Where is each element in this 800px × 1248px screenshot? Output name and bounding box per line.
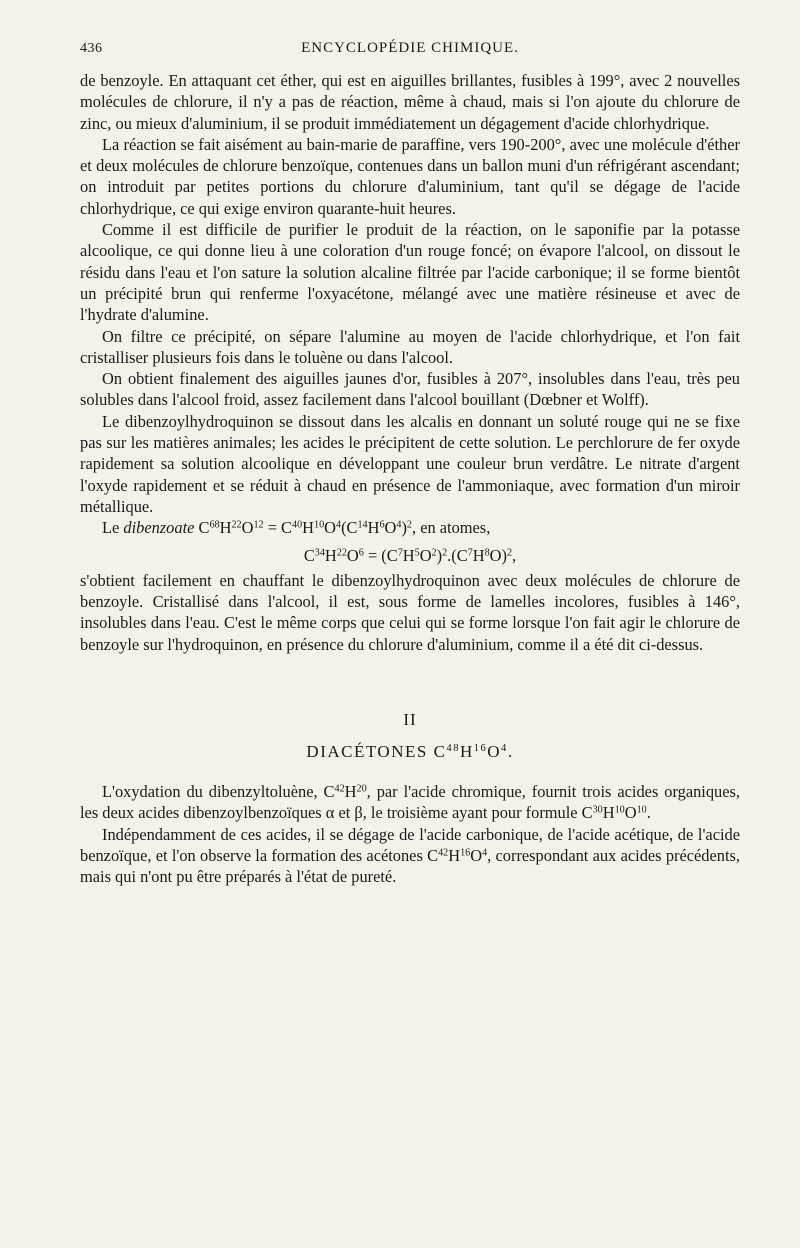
paragraph: On obtient finalement des aiguilles jaunes d'or, fusibles à 207°, insolubles dans l'eau, très peu solubles dans l'alcool froid, assez facilement dans l'alcool bouillant (Dœbner et Wolff). (80, 369, 740, 410)
paragraph: Le dibenzoylhydroquinon se dissout dans les alcalis en donnant un soluté rouge qui ne se fixe pas sur les matières animales; les acides le précipitent de cette solution. Le perchlorure de fer oxyde rapidement sa solution alcoolique en développant une couleur brun verdâtre. Le nitrate d'argent l'oxyde rapidement et se réduit à chaud en présence de l'ammoniaque, avec formation d'un miroir métallique. (80, 411, 740, 516)
paragraph: de benzoyle. En attaquant cet éther, qui est en aiguilles brillantes, fusibles à 199°, avec 2 nouvelles molécules de chlorure, il n'y a pas de réaction, même à chaud, mais si l'on ajoute du chlorure de zinc, ou mieux d'aluminium, il se produit immédiatement un dégagement d'acide chlorhydrique. (80, 71, 740, 133)
paragraph: s'obtient facilement en chauffant le dibenzoylhydroquinon avec deux molécules de chlorure de benzoyle. Cristallisé dans l'alcool, il est, sous forme de lamelles incolores, fusibles à 146°, insolubles dans l'eau. C'est le même corps que celui qui se forme lorsque l'on fait agir le chlorure de benzoyle sur l'hydroquinon, en présence du chlorure d'aluminium, comme il a été dit ci-dessus. (80, 570, 740, 654)
paragraph: La réaction se fait aisément au bain-marie de paraffine, vers 190-200°, avec une molécule d'éther et deux molécules de chlorure benzoïque, contenues dans un ballon muni d'un réfrigérant ascendant; on introduit par petites portions du chlorure d'aluminium, tant qu'il se dégage de l'acide chlorhydrique, ce qui exige environ quarante-huit heures. (80, 134, 740, 218)
paragraph: Comme il est difficile de purifier le produit de la réaction, on le saponifie par la potasse alcoolique, ce qui donne lieu à une coloration d'un rouge foncé; on évapore l'alcool, on dissout le résidu dans l'eau et l'on sature la solution alcaline filtrée par l'acide carbonique; il se forme bientôt un précipité brun qui renferme l'oxyacétone, mélangé avec une matière résineuse et avec de l'hydrate d'alumine. (80, 220, 740, 325)
body-text (80, 70, 740, 888)
chemical-formula: $C^{34}H^{22}O^6 = (C^7H^5O^2)^2.(C^7H^8O)^2$, (303, 545, 517, 565)
section-number: II (403, 710, 417, 730)
page-header (80, 40, 740, 62)
paragraph: On filtre ce précipité, on sépare l'alumine au moyen de l'acide chlorhydrique, et l'on fait cristalliser plusieurs fois dans le toluène ou dans l'alcool. (80, 326, 740, 367)
paragraph: Indépendamment de ces acides, il se dégage de l'acide carbonique, de l'acide acétique, de l'acide benzoïque, et l'on observe la formation des acétones $C^{42}H^{16}O^4$, correspondant aux acides précédents, mais qui n'ont pu être préparés à l'état de pureté. (80, 824, 740, 887)
dibenzoate-paragraph: Le dibenzoate $C^{68}H^{22}O^{12} = C^{40}H^{10}O^4(C^{14}H^6O^4)^2$, en atomes, (102, 518, 491, 538)
section-title: DIACÉTONES $C^{48}H^{16}O^4$. (306, 742, 514, 762)
page-number: 436 (80, 41, 103, 56)
running-title: ENCYCLOPÉDIE CHIMIQUE. (301, 40, 519, 56)
dibenzoate-term: dibenzoate (123, 518, 195, 538)
paragraph: L'oxydation du dibenzyltoluène, $C^{42}H^{20}$, par l'acide chromique, fournit trois acides organiques, les deux acides dibenzoylbenzoïques α et β, le troisième ayant pour formule $C^{30}H^{10}O^{10}$. (80, 782, 741, 823)
document-page (80, 40, 740, 888)
section-body (80, 781, 740, 887)
